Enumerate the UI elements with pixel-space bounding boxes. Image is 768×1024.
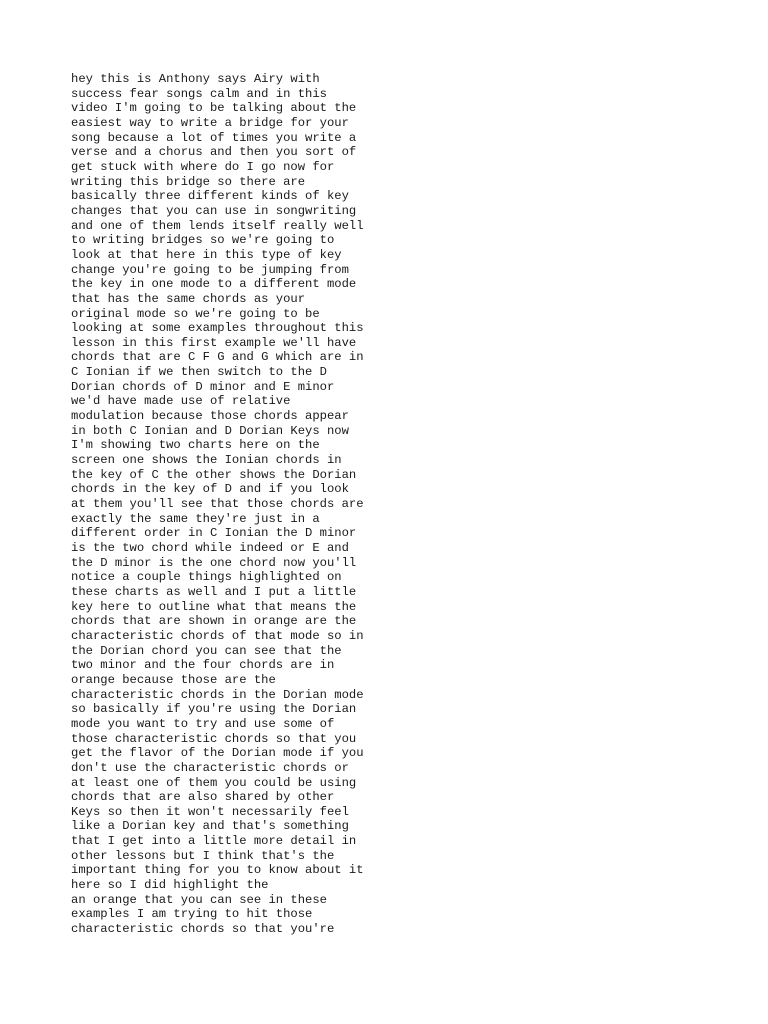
transcript-line: Keys so then it won't necessarily feel (71, 804, 349, 819)
transcript-line: that I get into a little more detail in (71, 834, 357, 849)
transcript-line: examples I am trying to hit those (71, 907, 313, 922)
transcript-line: two minor and the four chords are in (71, 658, 335, 673)
transcript-line: basically three different kinds of key (71, 189, 349, 204)
transcript-line: chords that are shown in orange are the (71, 614, 357, 629)
transcript-line: notice a couple things highlighted on (71, 570, 342, 585)
transcript-line: characteristic chords in the Dorian mode (71, 687, 364, 702)
transcript-line: to writing bridges so we're going to (71, 233, 335, 248)
transcript-line: don't use the characteristic chords or (71, 760, 349, 775)
transcript-line: at them you'll see that those chords are (71, 497, 364, 512)
transcript-line: chords in the key of D and if you look (71, 482, 349, 497)
transcript-line: changes that you can use in songwriting (71, 203, 357, 218)
transcript-line: video I'm going to be talking about the (71, 101, 357, 116)
transcript-line: the Dorian chord you can see that the (71, 643, 342, 658)
transcript-line: verse and a chorus and then you sort of (71, 145, 357, 160)
transcript-line: Dorian chords of D minor and E minor (71, 379, 335, 394)
transcript-line: the D minor is the one chord now you'll (71, 555, 357, 570)
transcript-line: those characteristic chords so that you (71, 731, 357, 746)
transcript-line: in both C Ionian and D Dorian Keys now (71, 423, 349, 438)
transcript-line: the key in one mode to a different mode (71, 277, 357, 292)
transcript-line: get stuck with where do I go now for (71, 159, 335, 174)
transcript-line: that has the same chords as your (71, 291, 306, 306)
transcript-line: screen one shows the Ionian chords in (71, 453, 342, 468)
transcript-line: different order in C Ionian the D minor (71, 526, 357, 541)
transcript-line: is the two chord while indeed or E and (71, 541, 349, 555)
transcript-line: exactly the same they're just in a (71, 511, 320, 526)
transcript-line: and one of them lends itself really well (71, 218, 364, 233)
transcript-line: mode you want to try and use some of (71, 716, 335, 731)
transcript-line: change you're going to be jumping from (71, 262, 349, 277)
transcript-line: an orange that you can see in these (71, 892, 327, 907)
transcript-line: looking at some examples throughout this (71, 321, 364, 336)
transcript-line: writing this bridge so there are (71, 174, 306, 189)
transcript-line: original mode so we're going to be (71, 306, 320, 321)
transcript-line: C Ionian if we then switch to the D (71, 365, 327, 380)
transcript-line: lesson in this first example we'll have (71, 335, 357, 350)
transcript-line: at least one of them you could be using (71, 775, 357, 790)
transcript-line: key here to outline what that means the (71, 599, 357, 614)
transcript-line: easiest way to write a bridge for your (71, 115, 349, 130)
transcript-line: like a Dorian key and that's something (71, 819, 349, 834)
transcript-line: hey this is Anthony says Airy with (71, 72, 320, 86)
transcript-line: here so I did highlight the (71, 878, 269, 893)
transcript-line: important thing for you to know about it (71, 863, 364, 878)
transcript-line: success fear songs calm and in this (71, 86, 327, 101)
transcript-line: other lessons but I think that's the (71, 848, 335, 863)
transcript-line: chords that are also shared by other (71, 790, 335, 805)
transcript-line: get the flavor of the Dorian mode if you (71, 746, 364, 761)
transcript-line: chords that are C F G and G which are in (71, 350, 364, 365)
transcript-line: I'm showing two charts here on the (71, 438, 320, 453)
transcript-line: characteristic chords so that you're (71, 922, 335, 937)
transcript-line: modulation because those chords appear (71, 409, 349, 424)
transcript-line: look at that here in this type of key (71, 247, 342, 262)
transcript-line: characteristic chords of that mode so in (71, 628, 364, 643)
transcript-line: so basically if you're using the Dorian (71, 702, 357, 717)
transcript-line: these charts as well and I put a little (71, 584, 357, 599)
transcript-text (71, 72, 691, 937)
transcript-line: orange because those are the (71, 672, 276, 687)
transcript-line: song because a lot of times you write a (71, 130, 357, 145)
transcript-line: we'd have made use of relative (71, 394, 291, 409)
transcript-line: the key of C the other shows the Dorian (71, 467, 357, 482)
